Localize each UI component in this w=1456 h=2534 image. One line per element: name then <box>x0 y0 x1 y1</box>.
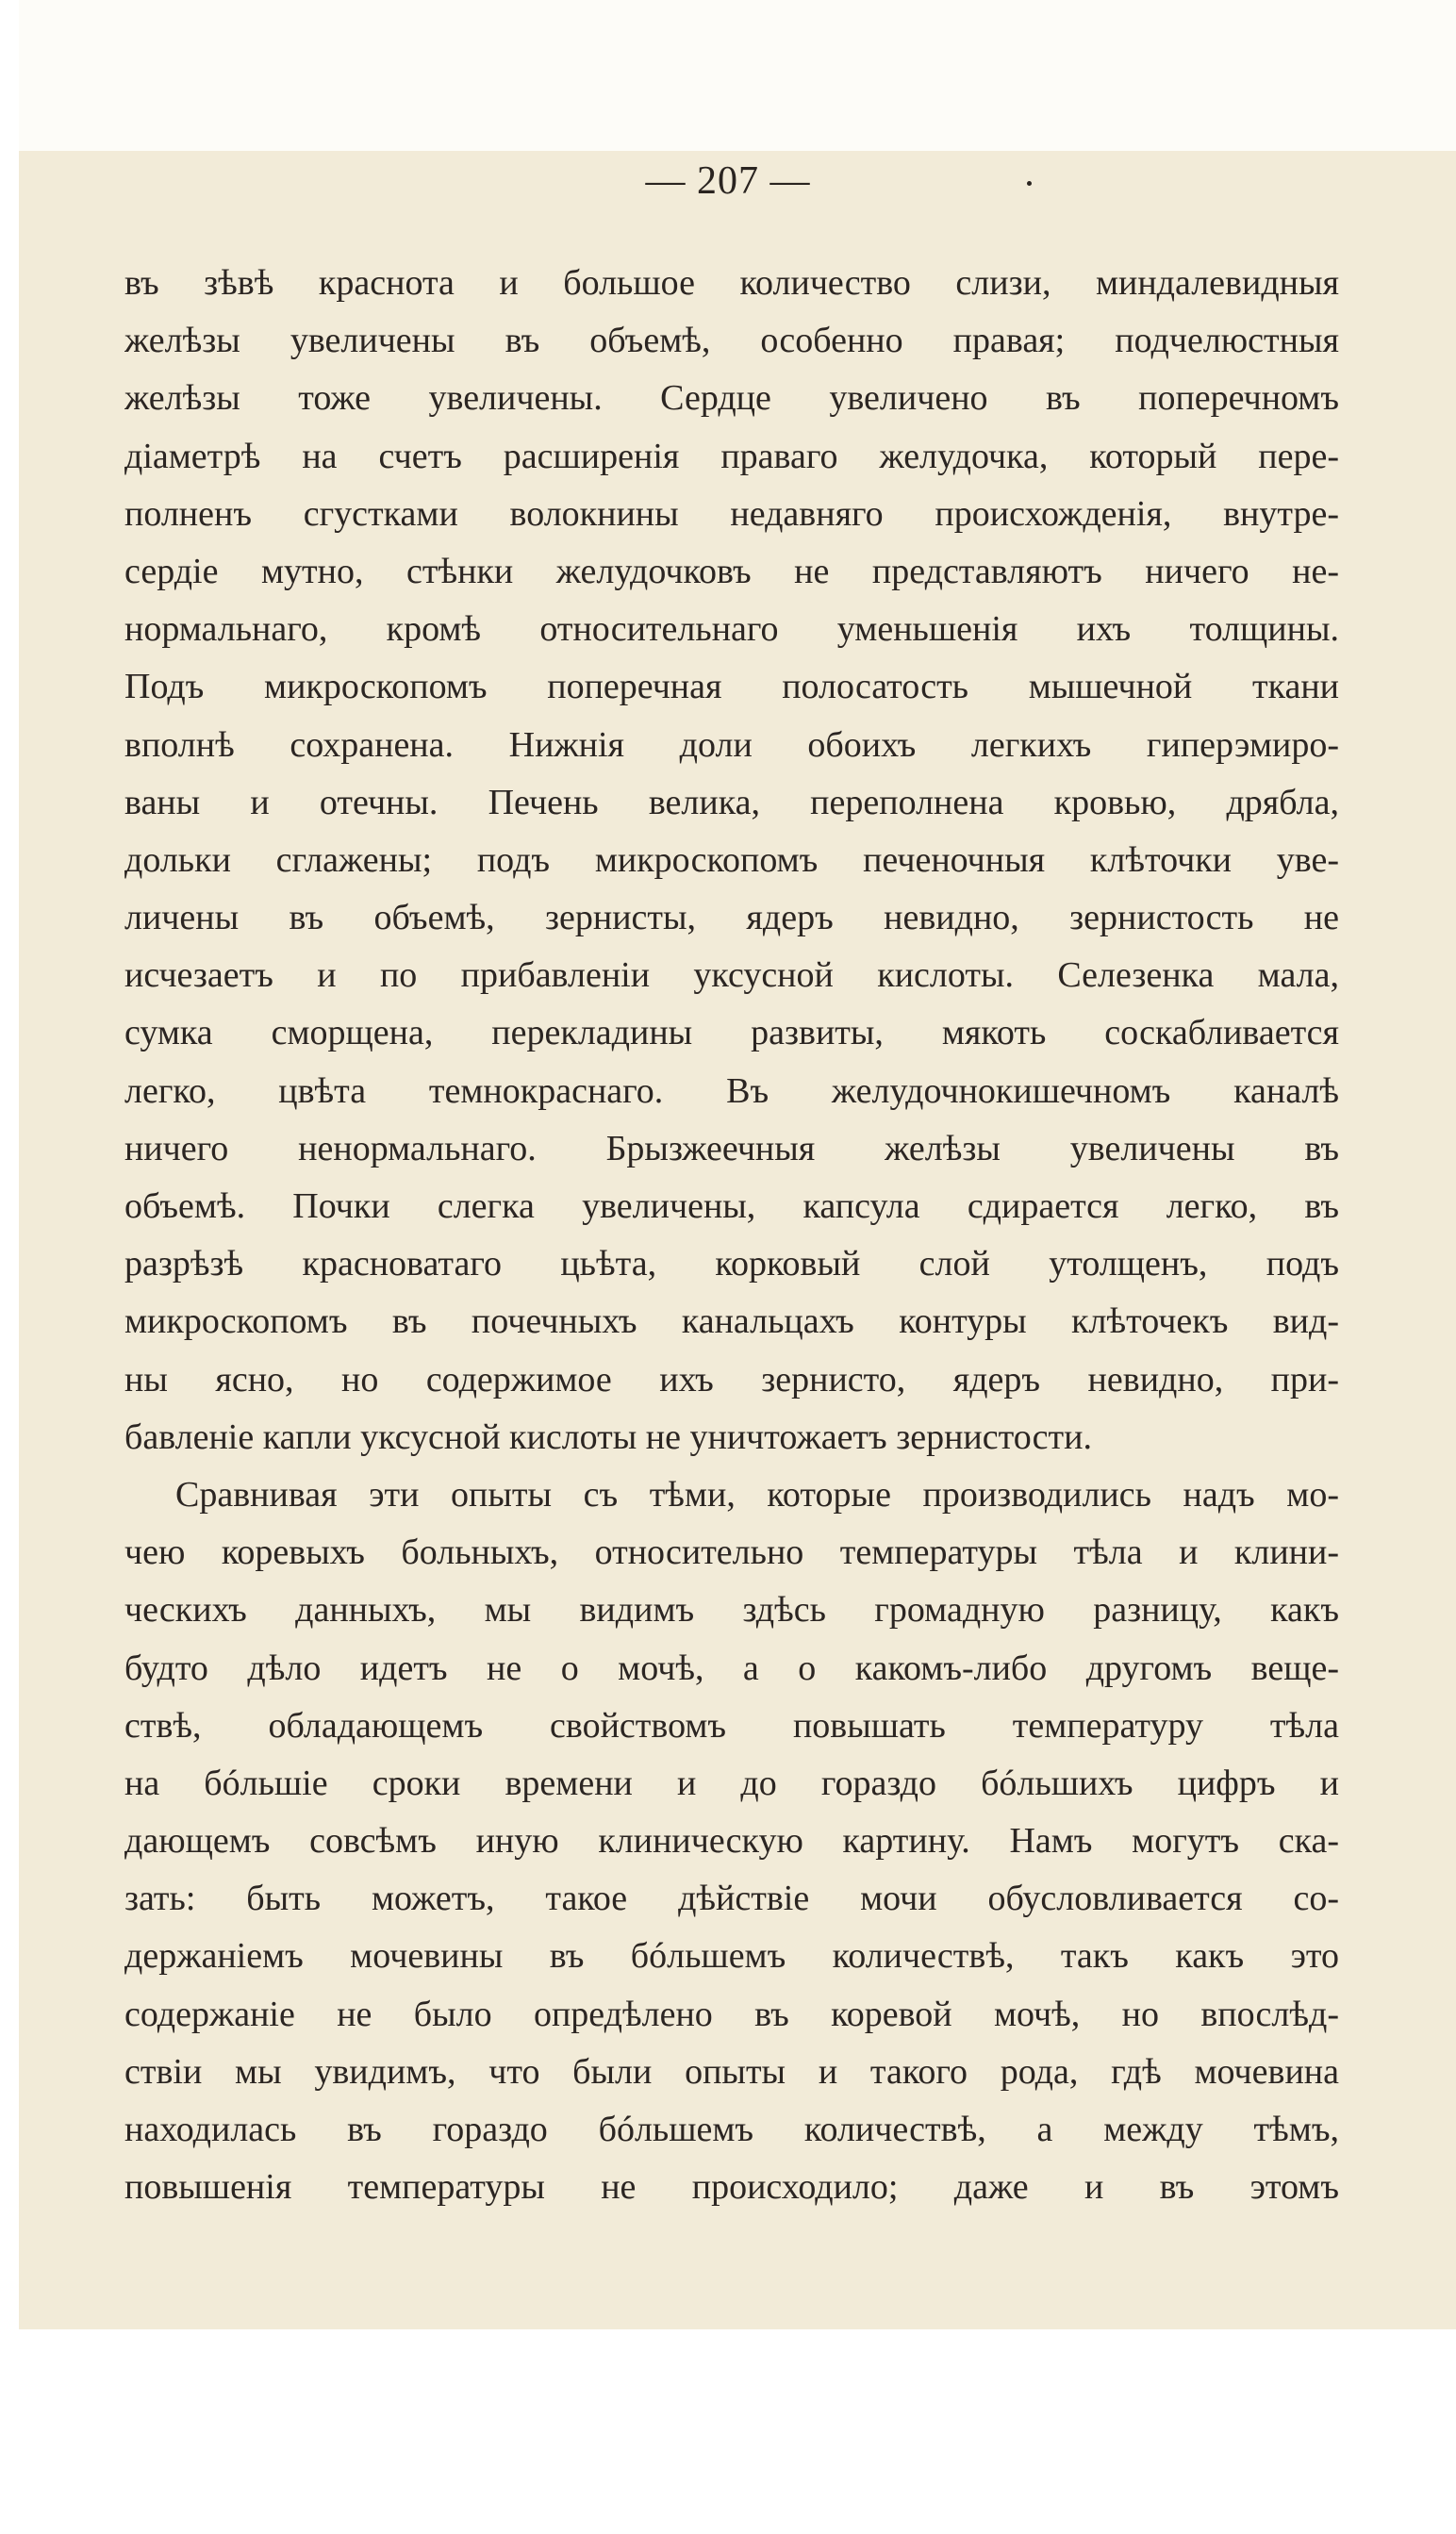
text-line: сердіе мутно, стѣнки желудочковъ не представляютъ ничего не- <box>124 551 1339 591</box>
text-line: дающемъ совсѣмъ иную клиническую картину. Намъ могутъ ска- <box>124 1821 1339 1862</box>
page-bottom-margin <box>0 2329 1456 2534</box>
text-line: ничего ненормальнаго. Брызжеечныя желѣзы увеличены въ <box>124 1128 1339 1168</box>
text-line: объемѣ. Почки слегка увеличены, капсула сдирается легко, въ <box>124 1186 1339 1226</box>
text-line: чею коревыхъ больныхъ, относительно температуры тѣла и клини- <box>124 1532 1339 1573</box>
text-line: личены въ объемѣ, зернисты, ядеръ невидно, зернистость не <box>124 898 1339 938</box>
text-line: вполнѣ сохранена. Нижнія доли обоихъ легкихъ гиперэмиро- <box>124 724 1339 765</box>
text-line: исчезаетъ и по прибавленіи уксусной кислоты. Селезенка мала, <box>124 955 1339 996</box>
text-line: желѣзы увеличены въ объемѣ, особенно правая; подчелюстныя <box>124 321 1339 361</box>
text-line: дольки сглажены; подъ микроскопомъ печеночныя клѣточки уве- <box>124 839 1339 880</box>
text-line: желѣзы тоже увеличены. Сердце увеличено въ поперечномъ <box>124 378 1339 419</box>
text-line: будто дѣло идетъ не о мочѣ, а о какомъ-либо другомъ веще- <box>124 1648 1339 1688</box>
text-line: повышенія температуры не происходило; даже и въ этомъ <box>124 2167 1339 2208</box>
text-line: ны ясно, но содержимое ихъ зернисто, ядеръ невидно, при- <box>124 1359 1339 1399</box>
text-line: сумка сморщена, перекладины развиты, мякоть соскабливается <box>124 1013 1339 1053</box>
text-line: бавленіе капли уксусной кислоты не уничтожаетъ зернистости. <box>124 1416 1092 1457</box>
text-line: разрѣзѣ красноватаго цьѣта, корковый слой утолщенъ, подъ <box>124 1244 1339 1284</box>
text-line: ческихъ данныхъ, мы видимъ здѣсь громадную разницу, какъ <box>124 1590 1339 1631</box>
text-line: въ зѣвѣ краснота и большое количество слизи, миндалевидныя <box>124 263 1339 303</box>
text-line: ствіи мы увидимъ, что были опыты и такого рода, гдѣ мочевина <box>124 2051 1339 2092</box>
text-line: Подъ микроскопомъ поперечная полосатость мышечной ткани <box>124 667 1339 707</box>
text-line: зать: быть можетъ, такое дѣйствіе мочи обусловливается со- <box>124 1879 1339 1919</box>
text-line: ваны и отечны. Печень велика, переполнена кровью, дрябла, <box>124 782 1339 822</box>
paragraph-1 <box>124 255 1339 1466</box>
text-line: держаніемъ мочевины въ бóльшемъ количествѣ, такъ какъ это <box>124 1936 1339 1977</box>
ink-dot-mark <box>1027 181 1032 186</box>
page-number <box>0 158 1456 204</box>
page-left-edge <box>0 0 19 2329</box>
text-line: содержаніе не было опредѣлено въ коревой мочѣ, но впослѣд- <box>124 1994 1339 2034</box>
paragraph-2 <box>124 1466 1339 2216</box>
text-line: нормальнаго, кромѣ относительнаго уменьшенія ихъ толщины. <box>124 609 1339 650</box>
page-number-text: — 207 — <box>645 159 811 203</box>
text-line: микроскопомъ въ почечныхъ канальцахъ контуры клѣточекъ вид- <box>124 1301 1339 1342</box>
text-line: полненъ сгустками волокнины недавняго происхожденія, внутре- <box>124 493 1339 534</box>
text-line: ствѣ, обладающемъ свойствомъ повышать температуру тѣла <box>124 1705 1339 1746</box>
text-line: находилась въ гораздо бóльшемъ количествѣ, а между тѣмъ, <box>124 2110 1339 2149</box>
page-top-margin <box>0 0 1456 151</box>
text-line: діаметрѣ на счетъ расширенія праваго желудочка, который пере- <box>124 436 1339 476</box>
text-line: Сравнивая эти опыты съ тѣми, которые производились надъ мо- <box>175 1474 1339 1515</box>
text-line: на бóльшіе сроки времени и до гораздо бóльшихъ цифръ и <box>124 1763 1339 1803</box>
text-line: легко, цвѣта темнокраснаго. Въ желудочнокишечномъ каналѣ <box>124 1070 1339 1111</box>
body-text <box>124 255 1339 2216</box>
